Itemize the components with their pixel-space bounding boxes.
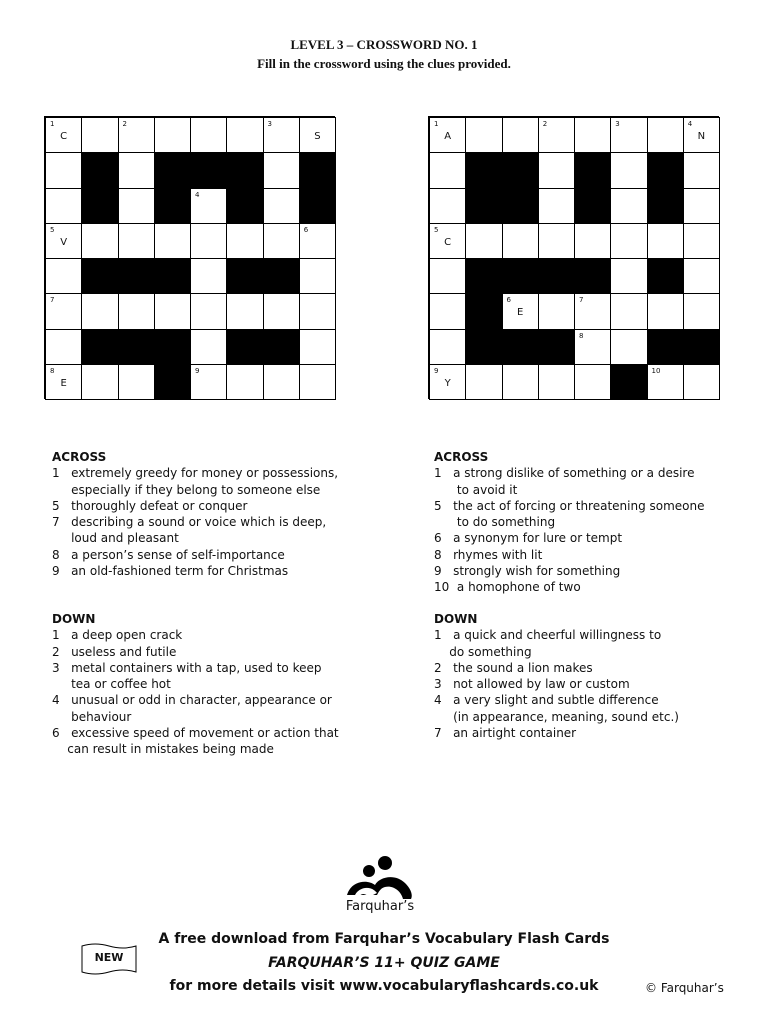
clue-lines [52,627,339,757]
crossword-cell[interactable] [429,293,466,329]
crossword-cell[interactable] [610,152,647,188]
crossword-block [465,188,502,224]
crossword-cell[interactable] [45,329,82,365]
clue-number: 1 [434,120,439,128]
footer-download-line: A free download from Farquhar’s Vocabulary Flash Cards [158,931,610,947]
given-letter: E [60,377,67,389]
crossword-cell[interactable] [190,364,227,400]
clue-number: 7 [579,296,584,305]
clue-number: 1 [50,120,55,128]
clue-number: 8 [50,366,55,375]
clue-line: 2 useless and futile [52,644,177,659]
crossword-block [154,188,191,224]
crossword-block [647,152,684,188]
crossword-cell[interactable] [226,293,263,329]
crossword-block [81,329,118,365]
crossword-cell[interactable] [647,223,684,259]
crossword-cell[interactable] [538,152,575,188]
crossword-cell[interactable] [118,364,155,400]
footer-quiz-game: FARQUHAR’S 11+ QUIZ GAME [268,955,500,971]
clue-line: 1 a quick and cheerful willingness to [434,628,662,643]
clue-line: tea or coffee hot [52,677,171,692]
clue-line: 6 a synonym for lure or tempt [434,531,623,546]
clue-line: to avoid it [434,482,518,497]
crossword-cell[interactable] [45,152,82,188]
crossword-cell[interactable] [538,364,575,400]
crossword-cell[interactable] [81,117,118,153]
clue-line: 2 the sound a lion makes [434,660,593,675]
clue-line: 3 metal containers with a tap, used to keep [52,660,322,675]
page-subtitle: Fill in the crossword using the clues provided. [257,56,511,71]
crossword-block [154,152,191,188]
crossword-block [154,364,191,400]
clue-line: 8 rhymes with lit [434,547,543,562]
crossword-cell[interactable] [683,364,720,400]
clue-number: 5 [50,225,55,234]
clue-line: 1 a deep open crack [52,628,183,643]
clue-line: 8 a person’s sense of self-importance [52,547,285,562]
crossword-cell[interactable] [118,223,155,259]
clue-line: 4 a very slight and subtle difference [434,693,659,708]
crossword-block [190,152,227,188]
crossword-cell[interactable] [538,293,575,329]
crossword-block [610,364,647,400]
crossword-cell[interactable] [429,223,466,259]
clue-lines [434,627,679,741]
crossword-block [465,152,502,188]
crossword-cell[interactable] [81,364,118,400]
clue-line: 5 thoroughly defeat or conquer [52,498,248,513]
crossword-cell[interactable] [154,223,191,259]
crossword-cell[interactable] [263,364,300,400]
crossword-block [465,329,502,365]
right-down-clues [434,611,679,741]
crossword-cell[interactable] [465,117,502,153]
clue-line: to do something [434,515,556,530]
crossword-cell[interactable] [190,329,227,365]
clue-lines [434,465,705,595]
footer-website-link[interactable]: for more details visit www.vocabularyflashcards.co.uk [169,978,599,994]
crossword-block [154,329,191,365]
clue-line: 9 strongly wish for something [434,564,621,579]
crossword-block [154,258,191,294]
crossword-block [299,152,336,188]
crossword-cell[interactable] [299,293,336,329]
crossword-block [502,329,539,365]
copyright-notice: © Farquhar’s [645,981,724,995]
crossword-block [81,188,118,224]
crossword-cell[interactable] [263,223,300,259]
crossword-block [538,329,575,365]
crossword-cell[interactable] [190,117,227,153]
crossword-cell[interactable] [683,152,720,188]
crossword-cell[interactable] [683,293,720,329]
crossword-cell[interactable] [610,223,647,259]
crossword-block [263,258,300,294]
clue-lines [52,465,338,579]
crossword-block [538,258,575,294]
crossword-cell[interactable] [45,364,82,400]
crossword-cell[interactable] [610,293,647,329]
crossword-cell[interactable] [226,117,263,153]
crossword-block [226,258,263,294]
crossword-block [118,258,155,294]
clue-number: 2 [122,120,127,128]
clues-heading: DOWN [52,612,96,626]
crossword-block [647,329,684,365]
page-title: LEVEL 3 – CROSSWORD NO. 1 [290,37,478,52]
clue-number: 6 [303,225,309,234]
crossword-cell[interactable] [45,188,82,224]
given-letter: S [314,131,321,142]
clue-number: 4 [687,120,693,128]
crossword-block [647,188,684,224]
crossword-cell[interactable] [429,117,466,153]
crossword-cell[interactable] [465,223,502,259]
crossword-grid-left [44,116,335,399]
crossword-cell[interactable] [429,329,466,365]
left-across-clues [52,449,338,579]
given-letter: C [60,131,68,142]
logo-text: Farquhar’s [345,899,415,914]
given-letter: A [444,131,452,142]
crossword-cell[interactable] [647,293,684,329]
crossword-cell[interactable] [299,223,336,259]
new-badge-label: NEW [94,951,124,964]
left-down-clues [52,611,339,758]
clue-line: 9 an old-fashioned term for Christmas [52,564,289,579]
clue-line: 5 the act of forcing or threatening someone [434,498,705,513]
crossword-cell[interactable] [118,117,155,153]
clue-number: 9 [195,366,200,375]
clue-line: loud and pleasant [52,531,179,546]
crossword-cell[interactable] [299,364,336,400]
crossword-cell[interactable] [154,293,191,329]
crossword-cell[interactable] [118,152,155,188]
crossword-cell[interactable] [538,117,575,153]
clue-line: 10 a homophone of two [434,580,581,595]
crossword-cell[interactable] [574,117,611,153]
crossword-block [81,258,118,294]
clue-line: do something [434,644,532,659]
crossword-cell[interactable] [610,329,647,365]
crossword-cell[interactable] [226,364,263,400]
clue-line: (in appearance, meaning, sound etc.) [434,709,679,724]
crossword-cell[interactable] [45,117,82,153]
crossword-block [574,152,611,188]
crossword-cell[interactable] [154,117,191,153]
crossword-cell[interactable] [502,117,539,153]
crossword-grid-right [428,116,719,399]
crossword-cell[interactable] [574,293,611,329]
given-letter: E [516,307,524,319]
crossword-cell[interactable] [610,188,647,224]
crossword-block [502,258,539,294]
crossword-cell[interactable] [610,258,647,294]
clue-line: 6 excessive speed of movement or action that [52,726,339,741]
crossword-cell[interactable] [118,293,155,329]
given-letter: Y [444,377,451,389]
crossword-block [574,258,611,294]
clue-line: 1 extremely greedy for money or possessions, [52,466,339,481]
clue-number: 9 [434,366,439,375]
clue-number: 3 [267,120,272,128]
crossword-block [81,152,118,188]
crossword-block [299,188,336,224]
crossword-cell[interactable] [263,293,300,329]
given-letter: V [60,236,68,248]
crossword-cell[interactable] [429,364,466,400]
clue-number: 3 [615,120,620,128]
crossword-block [502,152,539,188]
crossword-cell[interactable] [538,188,575,224]
crossword-cell[interactable] [465,364,502,400]
crossword-cell[interactable] [683,188,720,224]
clue-line: behaviour [52,709,132,724]
crossword-block [465,293,502,329]
crossword-cell[interactable] [299,117,336,153]
crossword-block [226,188,263,224]
clues-heading: ACROSS [434,450,489,464]
crossword-cell[interactable] [610,117,647,153]
crossword-block [502,188,539,224]
crossword-cell[interactable] [683,223,720,259]
crossword-block [465,258,502,294]
crossword-cell[interactable] [574,329,611,365]
clue-number: 2 [542,120,548,128]
clue-line: 4 unusual or odd in character, appearance or [52,693,332,708]
crossword-block [574,188,611,224]
clues-heading: DOWN [434,612,478,626]
crossword-cell[interactable] [299,258,336,294]
clue-line: 7 describing a sound or voice which is deep, [52,515,327,530]
crossword-cell[interactable] [683,258,720,294]
crossword-cell[interactable] [429,152,466,188]
crossword-cell[interactable] [538,223,575,259]
clue-number: 5 [434,225,439,234]
crossword-cell[interactable] [81,293,118,329]
clue-number: 4 [195,190,200,199]
crossword-cell[interactable] [81,223,118,259]
clue-line: especially if they belong to someone else [52,482,321,497]
crossword-cell[interactable] [502,364,539,400]
crossword-cell[interactable] [299,329,336,365]
crossword-cell[interactable] [190,188,227,224]
clue-line: 3 not allowed by law or custom [434,677,630,692]
crossword-cell[interactable] [683,117,720,153]
clue-line: can result in mistakes being made [52,742,274,757]
clue-line: 7 an airtight container [434,726,577,741]
crossword-cell[interactable] [118,188,155,224]
crossword-cell[interactable] [429,258,466,294]
crossword-cell[interactable] [226,223,263,259]
crossword-cell[interactable] [429,188,466,224]
crossword-cell[interactable] [45,293,82,329]
crossword-cell[interactable] [574,223,611,259]
crossword-cell[interactable] [647,117,684,153]
crossword-cell[interactable] [647,364,684,400]
crossword-cell[interactable] [263,117,300,153]
right-across-clues [434,449,705,596]
crossword-block [118,329,155,365]
crossword-cell[interactable] [263,152,300,188]
crossword-cell[interactable] [45,258,82,294]
crossword-cell[interactable] [574,364,611,400]
clue-number: 8 [579,331,584,340]
clue-number: 6 [506,296,511,305]
crossword-cell[interactable] [45,223,82,259]
given-letter: N [697,131,706,142]
crossword-cell[interactable] [190,293,227,329]
clues-heading: ACROSS [52,450,107,464]
crossword-block [263,329,300,365]
crossword-cell[interactable] [502,223,539,259]
given-letter: C [444,236,452,248]
crossword-cell[interactable] [190,258,227,294]
clue-number: 7 [50,296,55,305]
crossword-cell[interactable] [502,293,539,329]
crossword-cell[interactable] [190,223,227,259]
crossword-block [226,329,263,365]
crossword-block [647,258,684,294]
crossword-block [683,329,720,365]
crossword-cell[interactable] [263,188,300,224]
clue-line: 1 a strong dislike of something or a desire [434,466,695,481]
crossword-block [226,152,263,188]
clue-number: 10 [651,366,661,375]
